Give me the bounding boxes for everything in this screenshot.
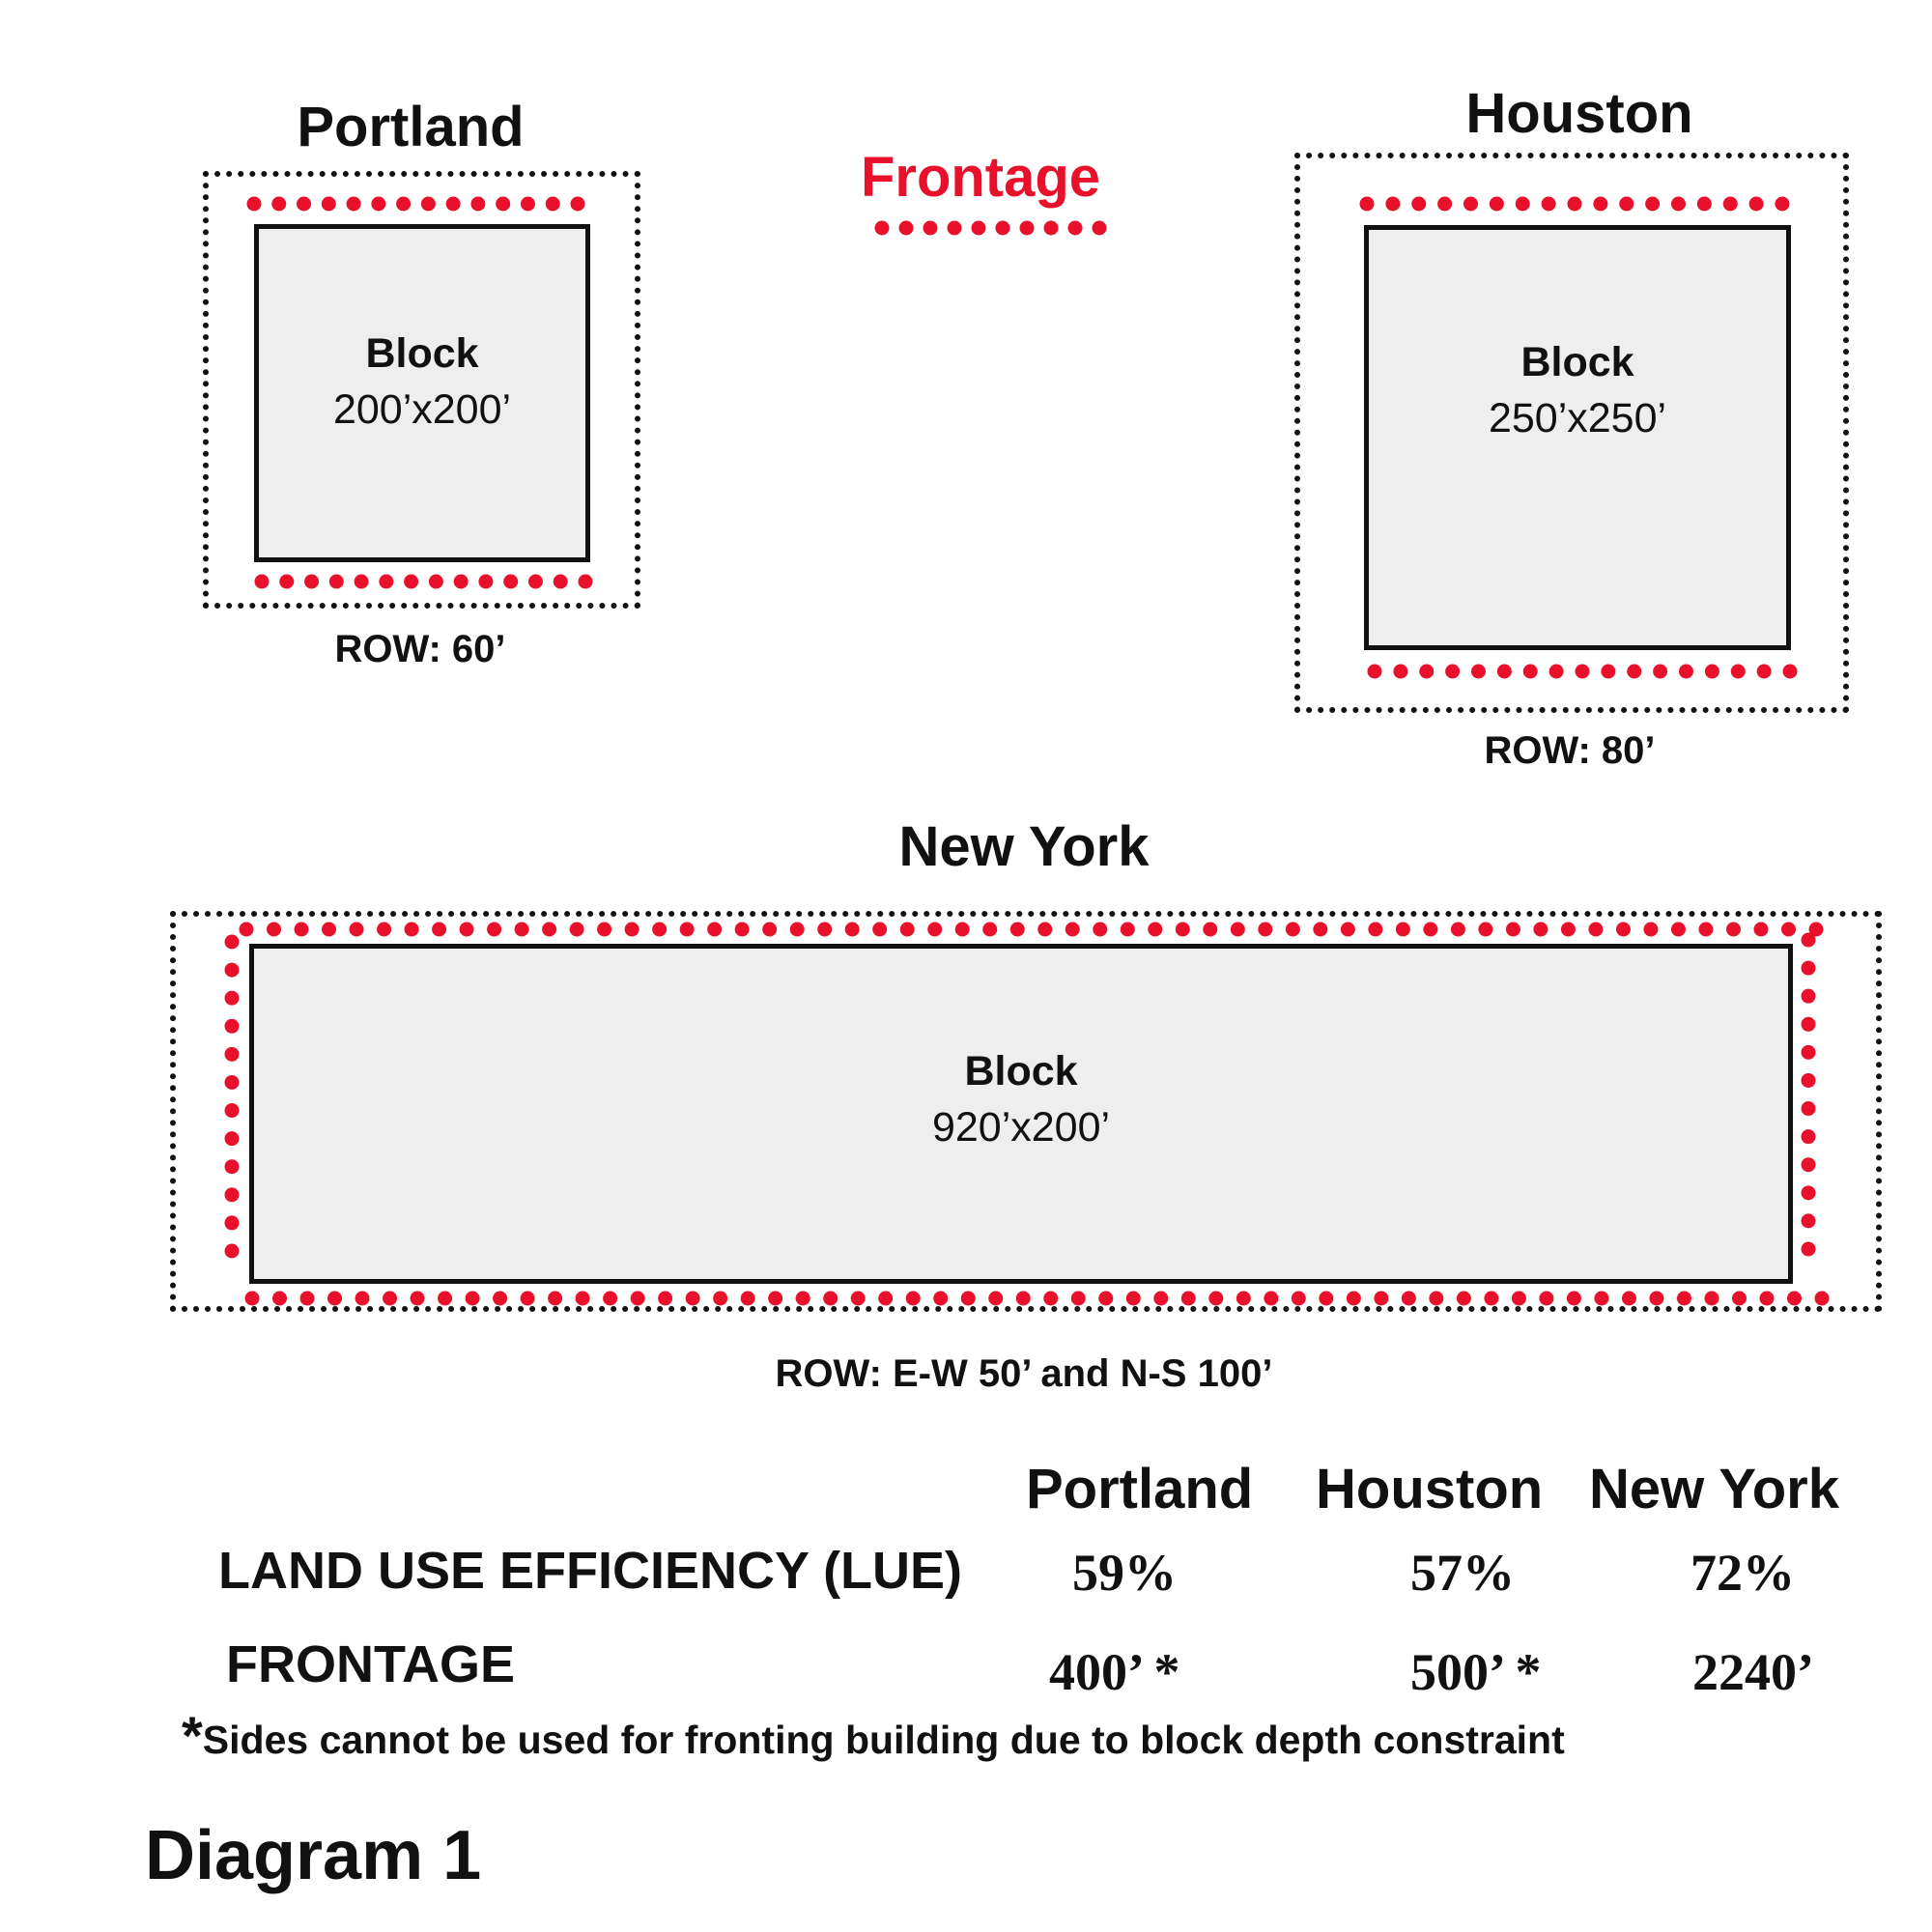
new-york-frontage-top-dot (625, 923, 639, 937)
new-york-frontage-bottom-dot (438, 1292, 452, 1306)
frontage-legend-dots-dot (1093, 221, 1107, 236)
new-york-frontage-right-dot (1802, 1129, 1816, 1144)
new-york-frontage-top-dot (1010, 923, 1025, 937)
frontage-legend-dots-dot (996, 221, 1010, 236)
table-cell-frontage-portland: 400’ * (1049, 1643, 1180, 1701)
new-york-frontage-top-dot (1286, 923, 1300, 937)
houston-frontage-top-dot (1776, 197, 1790, 212)
frontage-legend-dots-dot (1020, 221, 1035, 236)
table-header-houston: Houston (1316, 1458, 1544, 1520)
table-cell-frontage-houston: 500’ * (1410, 1643, 1542, 1701)
new-york-frontage-bottom-dot (933, 1292, 948, 1306)
new-york-frontage-bottom-dot (1126, 1292, 1141, 1306)
new-york-frontage-top-dot (1726, 923, 1741, 937)
new-york-frontage-bottom-dot (245, 1292, 260, 1306)
new-york-frontage-bottom-dot (1732, 1292, 1747, 1306)
new-york-frontage-bottom-dot (658, 1292, 672, 1306)
new-york-frontage-bottom-dot (768, 1292, 782, 1306)
new-york-frontage-top-dot (1341, 923, 1355, 937)
frontage-legend-label: Frontage (860, 146, 1101, 209)
new-york-frontage-bottom-dot (631, 1292, 645, 1306)
new-york-frontage-right-dot (1802, 1242, 1816, 1257)
houston-frontage-top-dot (1723, 197, 1738, 212)
frontage-legend-dots-dot (948, 221, 962, 236)
new-york-frontage-bottom-dot (988, 1292, 1003, 1306)
new-york-frontage-top-dot (652, 923, 667, 937)
new-york-frontage-bottom-dot (1484, 1292, 1498, 1306)
new-york-frontage-left (220, 937, 243, 1261)
new-york-frontage-bottom-dot (1677, 1292, 1691, 1306)
portland-frontage-bottom-dot (379, 575, 393, 589)
new-york-frontage-bottom-dot (493, 1292, 507, 1306)
new-york-frontage-bottom-dot (1153, 1292, 1168, 1306)
houston-frontage-bottom-dot (1471, 665, 1486, 679)
new-york-frontage-top-dot (762, 923, 777, 937)
new-york-frontage-right-dot (1802, 933, 1816, 948)
new-york-frontage-bottom-dot (878, 1292, 893, 1306)
houston-row-label: ROW: 80’ (1484, 729, 1656, 772)
new-york-frontage-bottom-dot (466, 1292, 480, 1306)
houston-block (1364, 225, 1791, 650)
frontage-legend-dots-dot (972, 221, 986, 236)
houston-frontage-bottom-dot (1601, 665, 1615, 679)
houston-frontage-top-dot (1360, 197, 1375, 212)
houston-frontage-bottom-dot (1549, 665, 1564, 679)
table-header-portland: Portland (1026, 1458, 1254, 1520)
portland-frontage-bottom-dot (528, 575, 543, 589)
new-york-frontage-left-dot (225, 1187, 240, 1202)
new-york-frontage-bottom-dot (1208, 1292, 1223, 1306)
new-york-frontage-bottom-dot (1759, 1292, 1774, 1306)
houston-frontage-top-dot (1671, 197, 1686, 212)
table-cell-lue-houston: 57% (1410, 1544, 1515, 1602)
houston-frontage-bottom-dot (1653, 665, 1667, 679)
new-york-frontage-top-dot (817, 923, 832, 937)
new-york-frontage-left-dot (225, 1244, 240, 1259)
footnote-marker: * (182, 1705, 203, 1766)
new-york-frontage-top-dot (487, 923, 501, 937)
new-york-frontage-bottom-dot (576, 1292, 590, 1306)
portland-frontage-bottom-dot (429, 575, 443, 589)
houston-frontage-bottom-dot (1705, 665, 1719, 679)
portland-block-dims: 200’x200’ (332, 386, 512, 433)
new-york-frontage-top-dot (295, 923, 309, 937)
new-york-frontage-bottom-dot (1567, 1292, 1581, 1306)
portland-frontage-top-dot (546, 197, 560, 212)
new-york-frontage-top-dot (432, 923, 446, 937)
new-york-frontage-bottom-dot (411, 1292, 425, 1306)
new-york-frontage-left-dot (225, 991, 240, 1006)
portland-block (254, 224, 590, 562)
houston-frontage-bottom (1370, 660, 1795, 683)
new-york-frontage-left-dot (225, 963, 240, 978)
new-york-frontage-bottom-dot (355, 1292, 370, 1306)
portland-frontage-bottom-dot (329, 575, 344, 589)
new-york-frontage-right-dot (1802, 961, 1816, 976)
new-york-frontage-top-dot (707, 923, 722, 937)
new-york-frontage-bottom-dot (1402, 1292, 1416, 1306)
new-york-frontage-top-dot (460, 923, 474, 937)
new-york-frontage-bottom-dot (961, 1292, 976, 1306)
new-york-frontage-bottom-dot (1429, 1292, 1443, 1306)
new-york-frontage-top-dot (1037, 923, 1052, 937)
footnote-text: Sides cannot be used for fronting building due to block depth constraint (202, 1718, 1565, 1762)
new-york-frontage-top-dot (1313, 923, 1327, 937)
new-york-frontage-top-dot (1533, 923, 1548, 937)
new-york-frontage-top-dot (542, 923, 556, 937)
houston-frontage-bottom-dot (1679, 665, 1693, 679)
new-york-frontage-top-dot (1065, 923, 1080, 937)
new-york-title: New York (898, 815, 1150, 878)
new-york-frontage-top-dot (1423, 923, 1437, 937)
new-york-frontage-top-dot (1396, 923, 1410, 937)
new-york-frontage-top-dot (1176, 923, 1190, 937)
table-row-label-frontage: FRONTAGE (226, 1635, 515, 1693)
new-york-frontage-bottom-dot (1264, 1292, 1278, 1306)
new-york-frontage-bottom-dot (686, 1292, 700, 1306)
new-york-frontage-left-dot (225, 935, 240, 950)
new-york-frontage-top-dot (1781, 923, 1796, 937)
new-york-frontage-top-dot (1148, 923, 1162, 937)
new-york-frontage-bottom-dot (1539, 1292, 1553, 1306)
new-york-row-label: ROW: E-W 50’ and N-S 100’ (775, 1352, 1273, 1395)
new-york-frontage-bottom-dot (1815, 1292, 1830, 1306)
houston-frontage-top-dot (1645, 197, 1660, 212)
portland-frontage-bottom-dot (255, 575, 270, 589)
new-york-frontage-left-dot (225, 1075, 240, 1090)
diagram-caption: Diagram 1 (145, 1817, 482, 1894)
new-york-frontage-left-dot (225, 1131, 240, 1146)
new-york-frontage-bottom-dot (713, 1292, 727, 1306)
new-york-frontage-top-dot (267, 923, 281, 937)
new-york-frontage-left-dot (225, 1215, 240, 1230)
new-york-frontage-bottom-dot (521, 1292, 535, 1306)
new-york-frontage-top-dot (872, 923, 887, 937)
houston-frontage-top-dot (1619, 197, 1634, 212)
portland-frontage-top (249, 192, 582, 215)
new-york-frontage-bottom-dot (1043, 1292, 1058, 1306)
portland-block-label: Block (365, 330, 479, 377)
new-york-frontage-bottom-dot (906, 1292, 921, 1306)
portland-title: Portland (297, 96, 525, 158)
portland-frontage-top-dot (470, 197, 485, 212)
new-york-frontage-top-dot (1093, 923, 1107, 937)
new-york-frontage-top-dot (845, 923, 860, 937)
houston-block-dims: 250’x250’ (1488, 395, 1667, 441)
new-york-frontage-top-dot (735, 923, 750, 937)
frontage-legend-dots-dot (1068, 221, 1083, 236)
new-york-frontage-top-dot (1671, 923, 1686, 937)
new-york-frontage-top-dot (900, 923, 915, 937)
new-york-frontage-bottom-dot (796, 1292, 810, 1306)
new-york-frontage-left-dot (225, 1159, 240, 1174)
new-york-frontage-right-dot (1802, 1213, 1816, 1228)
new-york-frontage-bottom-dot (741, 1292, 755, 1306)
portland-frontage-bottom-dot (503, 575, 518, 589)
houston-frontage-top-dot (1516, 197, 1530, 212)
portland-frontage-top-dot (421, 197, 436, 212)
new-york-frontage-top-dot (927, 923, 942, 937)
portland-frontage-top-dot (271, 197, 286, 212)
houston-block-label: Block (1520, 339, 1634, 385)
portland-frontage-bottom-dot (279, 575, 294, 589)
houston-frontage-bottom-dot (1523, 665, 1538, 679)
new-york-frontage-top-dot (982, 923, 997, 937)
new-york-frontage-top-dot (1506, 923, 1520, 937)
new-york-frontage-right-dot (1802, 1101, 1816, 1116)
new-york-frontage-top-dot (1121, 923, 1135, 937)
portland-frontage-bottom-dot (478, 575, 493, 589)
new-york-frontage-bottom-dot (1347, 1292, 1361, 1306)
new-york-frontage-top-dot (515, 923, 529, 937)
houston-frontage-top-dot (1385, 197, 1400, 212)
houston-frontage-top-dot (1697, 197, 1712, 212)
new-york-block-label: Block (964, 1048, 1078, 1094)
new-york-frontage-right (1797, 935, 1820, 1259)
new-york-frontage-top-dot (1698, 923, 1713, 937)
table-cell-lue-new-york: 72% (1690, 1544, 1795, 1602)
houston-frontage-bottom-dot (1368, 665, 1382, 679)
new-york-frontage-right-dot (1802, 989, 1816, 1004)
new-york-frontage-bottom-dot (383, 1292, 397, 1306)
new-york-frontage-top-dot (1588, 923, 1603, 937)
new-york-frontage-top-dot (1753, 923, 1768, 937)
new-york-frontage-top-dot (1643, 923, 1658, 937)
frontage-legend-dots-dot (923, 221, 938, 236)
new-york-frontage-bottom-dot (272, 1292, 287, 1306)
new-york-frontage-right-dot (1802, 1045, 1816, 1060)
table-header-new-york: New York (1589, 1458, 1839, 1520)
new-york-frontage-top-dot (240, 923, 254, 937)
new-york-frontage-right-dot (1802, 1185, 1816, 1200)
new-york-frontage-top-dot (955, 923, 970, 937)
new-york-frontage-top-dot (1258, 923, 1272, 937)
portland-frontage-top-dot (396, 197, 411, 212)
frontage-legend-dots (877, 216, 1104, 240)
houston-frontage-bottom-dot (1757, 665, 1772, 679)
new-york-frontage-top-dot (350, 923, 364, 937)
frontage-legend-dots-dot (899, 221, 914, 236)
new-york-frontage-bottom-dot (1071, 1292, 1086, 1306)
new-york-frontage-bottom-dot (1374, 1292, 1388, 1306)
new-york-frontage-bottom-dot (851, 1292, 866, 1306)
new-york-frontage-bottom-dot (1594, 1292, 1608, 1306)
new-york-frontage-bottom-dot (603, 1292, 617, 1306)
new-york-frontage-bottom-dot (1016, 1292, 1031, 1306)
houston-title: Houston (1465, 82, 1693, 145)
new-york-frontage-top-dot (1203, 923, 1217, 937)
houston-frontage-bottom-dot (1445, 665, 1460, 679)
new-york-frontage-top-dot (790, 923, 805, 937)
portland-frontage-top-dot (247, 197, 262, 212)
houston-frontage-bottom-dot (1419, 665, 1434, 679)
houston-frontage-bottom-dot (1497, 665, 1512, 679)
new-york-block-dims: 920’x200’ (931, 1104, 1111, 1151)
portland-frontage-bottom-dot (355, 575, 369, 589)
new-york-frontage-bottom-dot (1787, 1292, 1802, 1306)
new-york-frontage-bottom-dot (1181, 1292, 1196, 1306)
new-york-frontage-bottom-dot (1512, 1292, 1526, 1306)
houston-frontage-top (1362, 192, 1787, 215)
houston-frontage-bottom-dot (1393, 665, 1407, 679)
new-york-frontage-top-dot (1368, 923, 1382, 937)
new-york-frontage-top-dot (1451, 923, 1465, 937)
new-york-frontage-top-dot (1231, 923, 1245, 937)
new-york-frontage-top-dot (570, 923, 584, 937)
portland-frontage-top-dot (521, 197, 535, 212)
frontage-legend-dots-dot (1044, 221, 1059, 236)
new-york-frontage-top-dot (597, 923, 611, 937)
portland-frontage-top-dot (446, 197, 461, 212)
new-york-frontage-left-dot (225, 1047, 240, 1062)
portland-frontage-bottom-dot (554, 575, 568, 589)
new-york-frontage-bottom-dot (1236, 1292, 1251, 1306)
portland-frontage-bottom-dot (579, 575, 593, 589)
houston-frontage-top-dot (1490, 197, 1504, 212)
new-york-frontage-right-dot (1802, 1017, 1816, 1032)
footnote (182, 1705, 1565, 1780)
houston-frontage-top-dot (1437, 197, 1452, 212)
new-york-frontage-bottom-dot (1098, 1292, 1113, 1306)
new-york-frontage-top-dot (1616, 923, 1631, 937)
new-york-frontage-bottom-dot (300, 1292, 315, 1306)
new-york-frontage-bottom (247, 1287, 1832, 1310)
portland-frontage-bottom-dot (404, 575, 418, 589)
new-york-frontage-bottom-dot (1622, 1292, 1636, 1306)
houston-frontage-top-dot (1593, 197, 1607, 212)
portland-row-label: ROW: 60’ (334, 628, 506, 670)
table-cell-lue-portland: 59% (1072, 1544, 1177, 1602)
portland-frontage-bottom-dot (304, 575, 319, 589)
new-york-frontage-bottom-dot (823, 1292, 838, 1306)
portland-frontage-bottom-dot (454, 575, 469, 589)
frontage-legend-dots-dot (875, 221, 890, 236)
houston-frontage-bottom-dot (1731, 665, 1746, 679)
houston-frontage-top-dot (1749, 197, 1764, 212)
new-york-frontage-top-dot (680, 923, 695, 937)
table-row-label-lue: LAND USE EFFICIENCY (LUE) (218, 1542, 963, 1600)
table-cell-frontage-new-york: 2240’ (1692, 1643, 1814, 1701)
houston-frontage-bottom-dot (1783, 665, 1798, 679)
new-york-block (249, 944, 1793, 1284)
portland-frontage-top-dot (571, 197, 585, 212)
new-york-frontage-bottom-dot (1292, 1292, 1306, 1306)
new-york-frontage-bottom-dot (548, 1292, 562, 1306)
new-york-frontage-bottom-dot (1457, 1292, 1471, 1306)
portland-frontage-top-dot (297, 197, 311, 212)
new-york-frontage-left-dot (225, 1019, 240, 1034)
new-york-frontage-top-dot (405, 923, 419, 937)
houston-frontage-top-dot (1542, 197, 1556, 212)
portland-frontage-bottom (257, 570, 590, 593)
new-york-frontage-top (242, 918, 1826, 941)
new-york-frontage-top-dot (1561, 923, 1576, 937)
new-york-frontage-bottom-dot (1704, 1292, 1719, 1306)
new-york-frontage-left-dot (225, 1103, 240, 1118)
new-york-frontage-bottom-dot (1319, 1292, 1333, 1306)
portland-frontage-top-dot (496, 197, 510, 212)
new-york-frontage-top-dot (1478, 923, 1492, 937)
houston-frontage-top-dot (1411, 197, 1426, 212)
houston-frontage-bottom-dot (1576, 665, 1590, 679)
portland-frontage-top-dot (347, 197, 361, 212)
new-york-frontage-right-dot (1802, 1157, 1816, 1172)
houston-frontage-bottom-dot (1627, 665, 1641, 679)
houston-frontage-top-dot (1568, 197, 1582, 212)
new-york-frontage-top-dot (322, 923, 336, 937)
houston-frontage-top-dot (1463, 197, 1478, 212)
portland-frontage-top-dot (322, 197, 336, 212)
new-york-frontage-bottom-dot (1649, 1292, 1663, 1306)
new-york-frontage-top-dot (377, 923, 391, 937)
new-york-frontage-right-dot (1802, 1073, 1816, 1088)
new-york-frontage-bottom-dot (327, 1292, 342, 1306)
portland-frontage-top-dot (371, 197, 385, 212)
